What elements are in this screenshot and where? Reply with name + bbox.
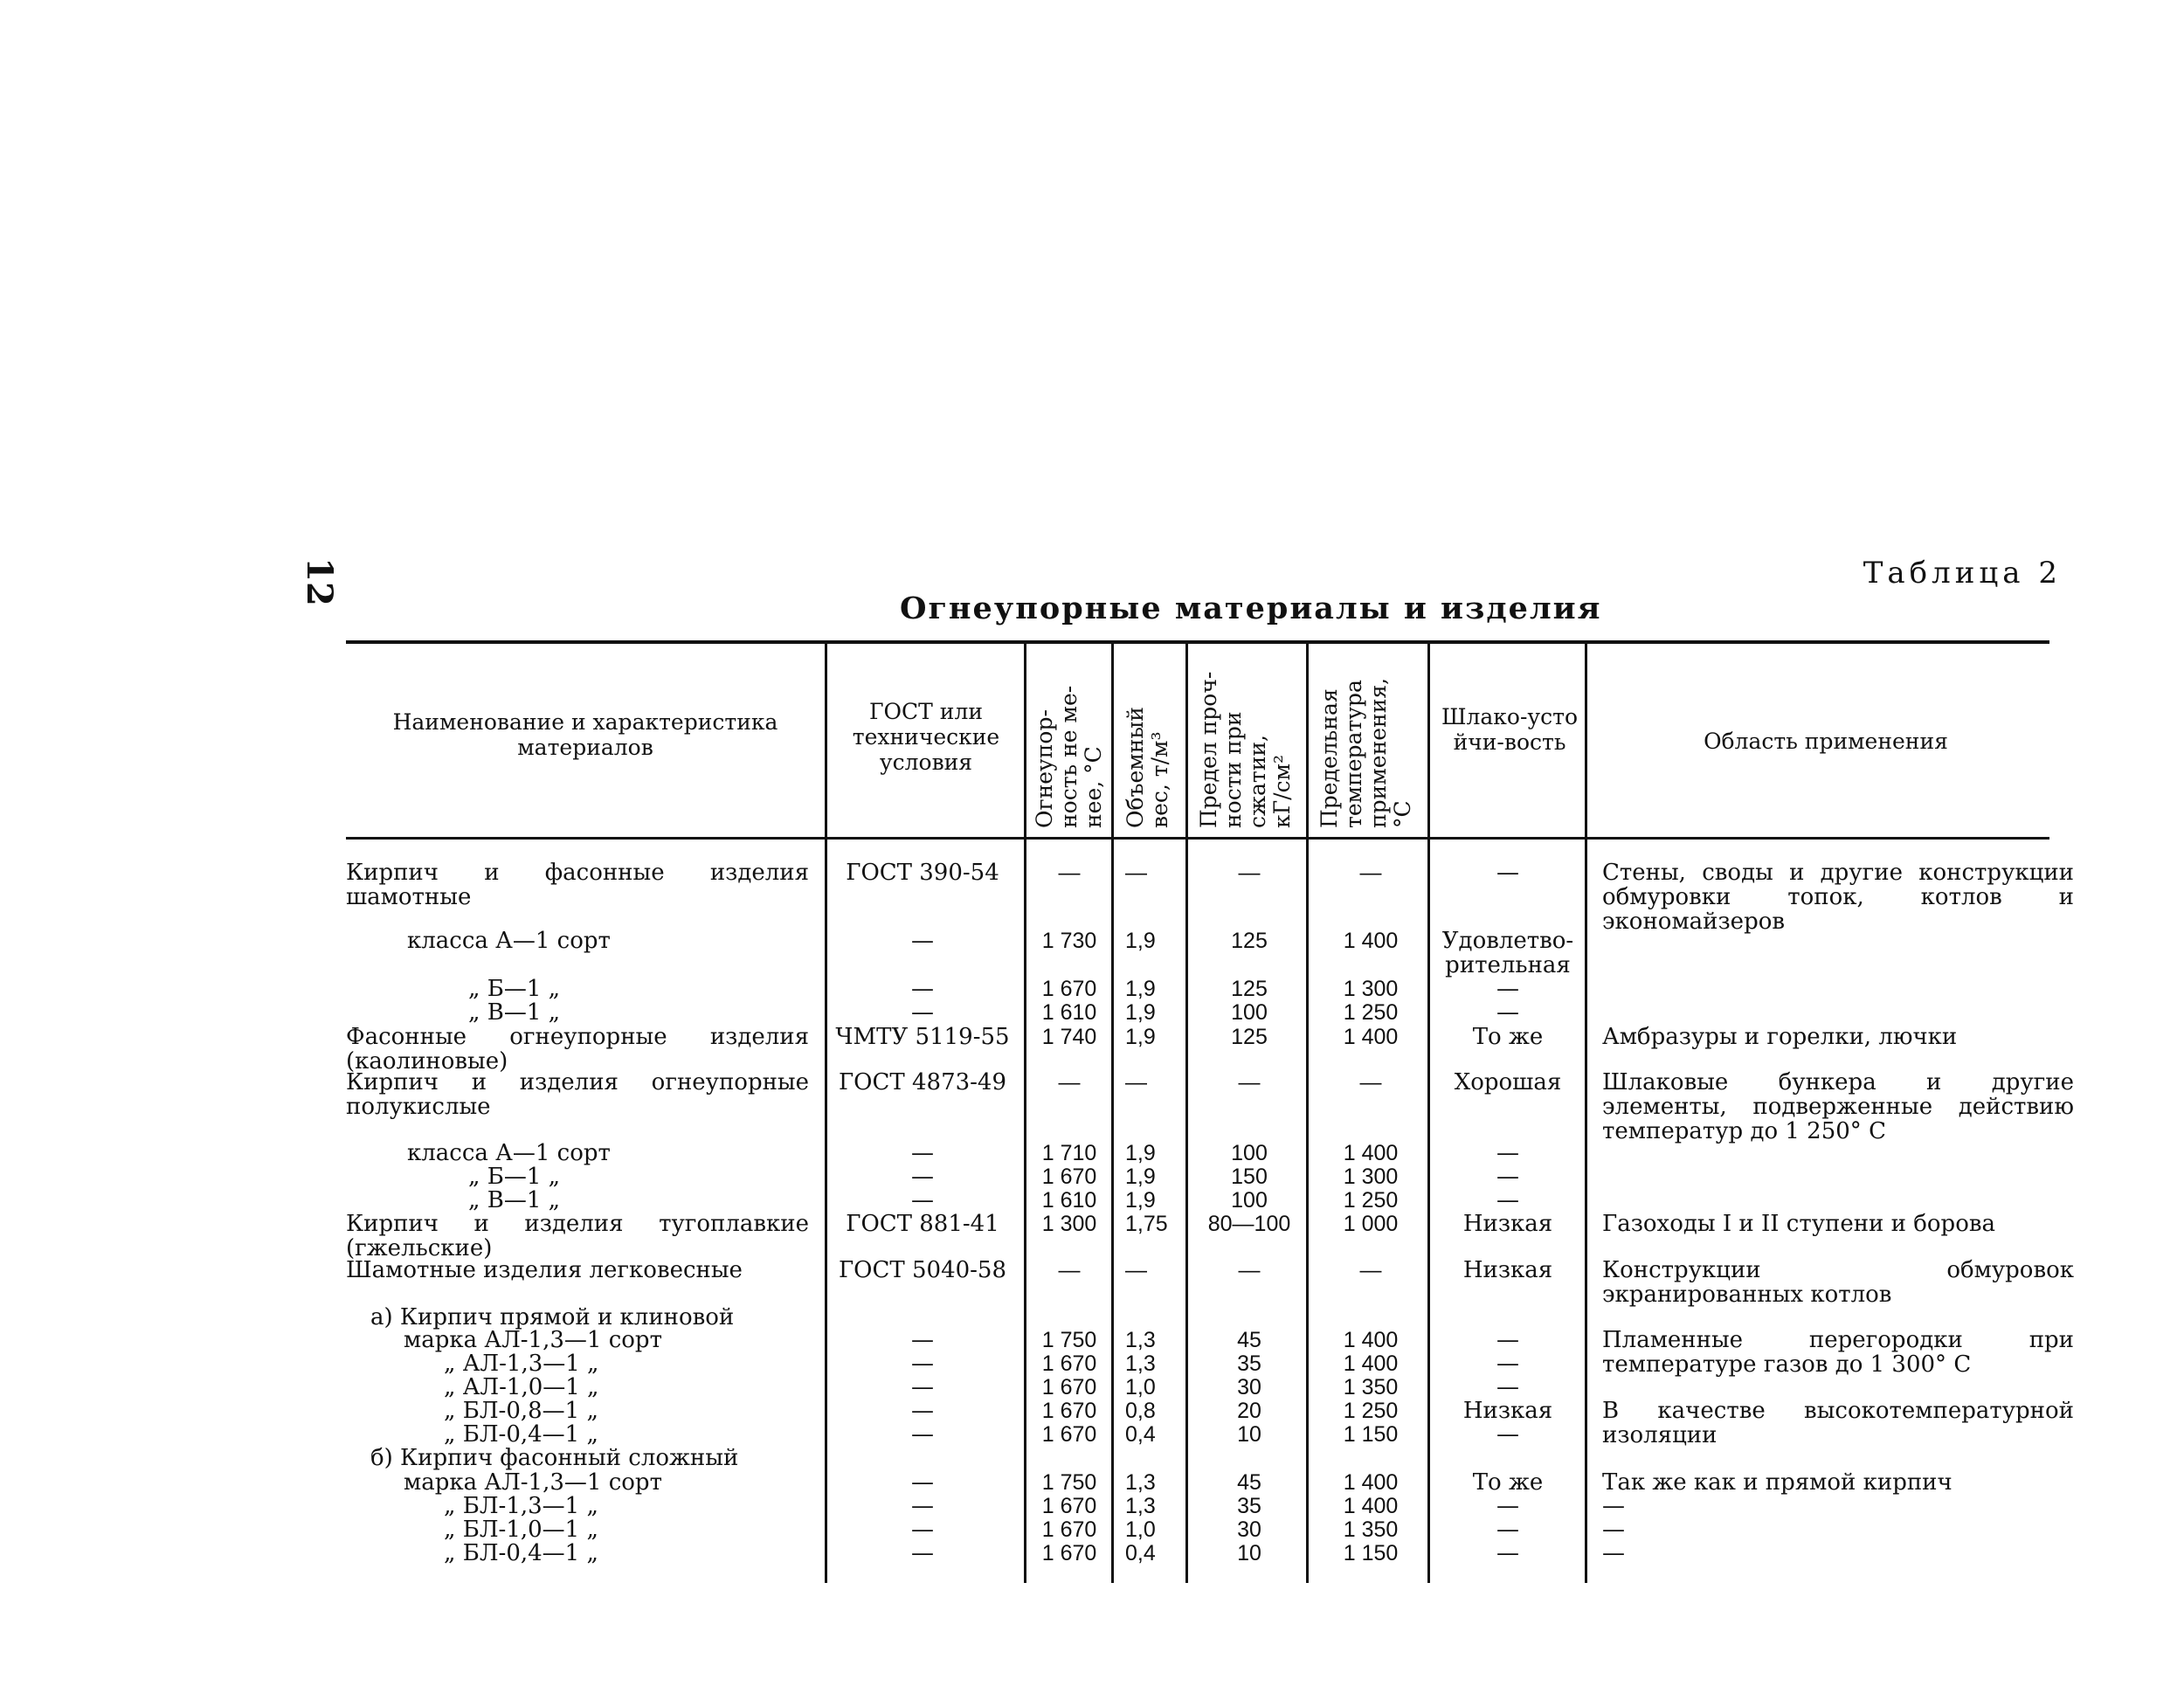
cell-s: — xyxy=(1496,1493,1519,1519)
header-density: Объемный вес, т/м³ xyxy=(1123,707,1172,828)
cell-name: „ Б—1 „ xyxy=(468,1164,561,1190)
cell-s-continued: рительная xyxy=(1445,952,1571,978)
cell-p: 125 xyxy=(1231,929,1268,953)
cell-t: 1 730 xyxy=(1041,929,1097,953)
column-divider xyxy=(1024,644,1026,1583)
cell-area: В качестве высокотемпературной изоляции xyxy=(1602,1398,2074,1448)
cell-name: „ В—1 „ xyxy=(468,1187,561,1213)
cell-gost: — xyxy=(911,976,934,1002)
cell-temp: 1 300 xyxy=(1343,1164,1399,1189)
column-divider xyxy=(825,644,827,1583)
cell-v: 1,9 xyxy=(1125,1141,1156,1165)
cell-gost: — xyxy=(911,1469,934,1496)
cell-gost: — xyxy=(911,999,934,1026)
cell-temp: — xyxy=(1359,1070,1382,1095)
header-area: Область применения xyxy=(1704,729,1948,754)
cell-t: — xyxy=(1058,1258,1081,1282)
cell-area: — xyxy=(1602,1517,1625,1543)
cell-v: 1,3 xyxy=(1125,1351,1156,1376)
cell-name: „ БЛ-1,3—1 „ xyxy=(444,1493,598,1519)
cell-s: Хорошая xyxy=(1454,1069,1562,1095)
cell-name: „ Б—1 „ xyxy=(468,976,561,1002)
cell-t: 1 670 xyxy=(1041,1494,1097,1518)
cell-name: „ БЛ-1,0—1 „ xyxy=(444,1517,598,1543)
cell-p: 100 xyxy=(1231,1188,1268,1213)
cell-temp: — xyxy=(1359,1258,1382,1282)
cell-v: 0,8 xyxy=(1125,1399,1156,1423)
cell-p: 45 xyxy=(1237,1328,1261,1352)
cell-area: Пламенные перегородки при температуре газов до 1 300° С xyxy=(1602,1327,2074,1378)
cell-v: 1,0 xyxy=(1125,1375,1156,1399)
cell-area: Стены, своды и другие конструкции обмуровки топок, котлов и экономайзеров xyxy=(1602,860,2074,935)
cell-v: 1,0 xyxy=(1125,1517,1156,1542)
cell-s: — xyxy=(1496,976,1519,1002)
table-title: Огнеупорные материалы и изделия xyxy=(900,591,1602,626)
cell-v: 1,75 xyxy=(1125,1212,1168,1236)
cell-v: 1,9 xyxy=(1125,977,1156,1001)
cell-name: Кирпич и изделия огнеупорные полукислые xyxy=(346,1069,809,1120)
cell-temp: 1 400 xyxy=(1343,1470,1399,1495)
cell-t: 1 670 xyxy=(1041,1375,1097,1399)
column-divider xyxy=(1585,644,1587,1583)
cell-p: 35 xyxy=(1237,1351,1261,1376)
cell-p: — xyxy=(1238,1258,1261,1282)
cell-name: класса А—1 сорт xyxy=(407,1140,611,1166)
header-bottom-rule xyxy=(346,837,2049,840)
cell-p: 100 xyxy=(1231,1000,1268,1025)
cell-t: — xyxy=(1058,1070,1081,1095)
cell-gost: — xyxy=(911,1327,934,1353)
cell-name: марка АЛ-1,3—1 сорт xyxy=(404,1469,662,1496)
cell-name: Кирпич и изделия тугоплавкие (гжельские) xyxy=(346,1211,809,1261)
cell-temp: 1 250 xyxy=(1343,1399,1399,1423)
cell-p: 10 xyxy=(1237,1422,1261,1447)
cell-temp: 1 400 xyxy=(1343,1328,1399,1352)
cell-t: 1 710 xyxy=(1041,1141,1097,1165)
cell-gost: — xyxy=(911,1398,934,1424)
cell-s: Низкая xyxy=(1462,1211,1553,1237)
cell-v: 1,3 xyxy=(1125,1494,1156,1518)
cell-t: 1 670 xyxy=(1041,1422,1097,1447)
cell-v: 1,3 xyxy=(1125,1328,1156,1352)
cell-area: Конструкции обмуровок экранированных котлов xyxy=(1602,1257,2074,1308)
cell-gost: — xyxy=(911,1187,934,1213)
cell-temp: 1 400 xyxy=(1343,1351,1399,1376)
page-number: 12 xyxy=(299,557,341,606)
header-refractoriness: Огнеупор- ность не ме- нее, °С xyxy=(1032,685,1106,828)
cell-gost: — xyxy=(911,1421,934,1448)
cell-p: 150 xyxy=(1231,1164,1268,1189)
cell-temp: 1 350 xyxy=(1343,1517,1399,1542)
cell-temp: 1 350 xyxy=(1343,1375,1399,1399)
cell-t: 1 670 xyxy=(1041,977,1097,1001)
cell-area: — xyxy=(1602,1540,1625,1566)
cell-temp: 1 300 xyxy=(1343,977,1399,1001)
cell-temp: 1 150 xyxy=(1343,1422,1399,1447)
cell-area: Амбразуры и горелки, лючки xyxy=(1602,1024,1958,1050)
cell-s: — xyxy=(1496,1140,1519,1166)
column-divider xyxy=(1427,644,1430,1583)
cell-s: — xyxy=(1496,1327,1519,1353)
cell-p: 20 xyxy=(1237,1399,1261,1423)
cell-p: 10 xyxy=(1237,1541,1261,1565)
cell-temp: 1 250 xyxy=(1343,1188,1399,1213)
cell-v: 1,9 xyxy=(1125,1000,1156,1025)
cell-t: 1 670 xyxy=(1041,1541,1097,1565)
cell-name: „ В—1 „ xyxy=(468,999,561,1026)
cell-gost: — xyxy=(911,1351,934,1377)
cell-area: Так же как и прямой кирпич xyxy=(1602,1469,1952,1496)
cell-p: 30 xyxy=(1237,1375,1261,1399)
header-slag: Шлако-устойчи-вость xyxy=(1441,704,1579,755)
header-strength: Предел проч- ности при сжатии, кГ/см² xyxy=(1196,671,1295,828)
cell-p: 45 xyxy=(1237,1470,1261,1495)
cell-s: — xyxy=(1496,1164,1519,1190)
header-name: Наименование и характеристика материалов xyxy=(392,709,778,760)
cell-v: 1,9 xyxy=(1125,1025,1156,1049)
table-label: Таблица 2 xyxy=(1863,556,2062,591)
cell-t: 1 750 xyxy=(1041,1328,1097,1352)
cell-name: Фасонные огнеупорные изделия (каолиновые) xyxy=(346,1024,809,1075)
cell-temp: 1 250 xyxy=(1343,1000,1399,1025)
cell-s: — xyxy=(1496,999,1519,1026)
cell-s: — xyxy=(1496,1187,1519,1213)
cell-s: То же xyxy=(1472,1469,1544,1496)
cell-t: 1 670 xyxy=(1041,1517,1097,1542)
cell-name: „ АЛ-1,0—1 „ xyxy=(444,1374,599,1400)
cell-area: Газоходы I и II ступени и борова xyxy=(1602,1211,1995,1237)
header-max-temp: Предельная температура применения, °С xyxy=(1317,677,1415,828)
cell-gost: — xyxy=(911,928,934,954)
cell-p: 100 xyxy=(1231,1141,1268,1165)
cell-temp: 1 150 xyxy=(1343,1541,1399,1565)
cell-temp: 1 400 xyxy=(1343,929,1399,953)
cell-name: а) Кирпич прямой и клиновой xyxy=(370,1304,735,1330)
cell-v: — xyxy=(1125,1070,1147,1095)
cell-s: — xyxy=(1496,1421,1519,1448)
cell-v: — xyxy=(1125,1258,1147,1282)
cell-gost: ЧМТУ 5119-55 xyxy=(835,1024,1010,1050)
cell-t: 1 670 xyxy=(1041,1164,1097,1189)
cell-name: класса А—1 сорт xyxy=(407,928,611,954)
cell-s: Низкая xyxy=(1462,1398,1553,1424)
cell-t: — xyxy=(1058,860,1081,885)
column-divider xyxy=(1111,644,1114,1583)
cell-s: — xyxy=(1496,1351,1519,1377)
cell-name: „ БЛ-0,4—1 „ xyxy=(444,1540,598,1566)
cell-t: 1 670 xyxy=(1041,1351,1097,1376)
cell-area: — xyxy=(1602,1493,1625,1519)
cell-v: 1,9 xyxy=(1125,929,1156,953)
cell-t: 1 670 xyxy=(1041,1399,1097,1423)
cell-v: 1,3 xyxy=(1125,1470,1156,1495)
cell-gost: — xyxy=(911,1517,934,1543)
cell-t: 1 300 xyxy=(1041,1212,1097,1236)
cell-name: „ АЛ-1,3—1 „ xyxy=(444,1351,599,1377)
cell-p: 125 xyxy=(1231,977,1268,1001)
column-divider xyxy=(1306,644,1309,1583)
cell-s: — xyxy=(1496,1540,1519,1566)
cell-p: 125 xyxy=(1231,1025,1268,1049)
cell-t: 1 740 xyxy=(1041,1025,1097,1049)
cell-temp: — xyxy=(1359,860,1382,885)
cell-gost: — xyxy=(911,1540,934,1566)
cell-name: марка АЛ-1,3—1 сорт xyxy=(404,1327,662,1353)
cell-v: 1,9 xyxy=(1125,1164,1156,1189)
cell-s: — xyxy=(1496,1374,1519,1400)
cell-p: 80—100 xyxy=(1207,1212,1291,1236)
cell-gost: ГОСТ 4873-49 xyxy=(838,1069,1007,1095)
cell-gost: ГОСТ 881-41 xyxy=(846,1211,999,1237)
cell-gost: — xyxy=(911,1164,934,1190)
cell-area: Шлаковые бункера и другие элементы, подверженные действию температур до 1 250° С xyxy=(1602,1069,2074,1144)
cell-p: 35 xyxy=(1237,1494,1261,1518)
cell-v: 1,9 xyxy=(1125,1188,1156,1213)
cell-gost: ГОСТ 5040-58 xyxy=(838,1257,1007,1283)
cell-t: 1 610 xyxy=(1041,1000,1097,1025)
cell-p: 30 xyxy=(1237,1517,1261,1542)
cell-s: То же xyxy=(1472,1024,1544,1050)
cell-name: „ БЛ-0,8—1 „ xyxy=(444,1398,598,1424)
cell-temp: 1 000 xyxy=(1343,1212,1399,1236)
header-top-rule xyxy=(346,640,2049,644)
cell-s: Удовлетво- xyxy=(1441,928,1574,954)
header-gost: ГОСТ или технические условия xyxy=(852,699,1000,775)
cell-temp: 1 400 xyxy=(1343,1494,1399,1518)
cell-gost: — xyxy=(911,1493,934,1519)
cell-temp: 1 400 xyxy=(1343,1141,1399,1165)
cell-s: — xyxy=(1496,860,1519,886)
cell-gost: ГОСТ 390-54 xyxy=(846,860,999,886)
cell-name: „ БЛ-0,4—1 „ xyxy=(444,1421,598,1448)
cell-v: — xyxy=(1125,860,1147,885)
cell-name: б) Кирпич фасонный сложный xyxy=(370,1445,739,1471)
cell-v: 0,4 xyxy=(1125,1541,1156,1565)
cell-gost: — xyxy=(911,1140,934,1166)
cell-temp: 1 400 xyxy=(1343,1025,1399,1049)
cell-s: Низкая xyxy=(1462,1257,1553,1283)
cell-p: — xyxy=(1238,1070,1261,1095)
cell-s: — xyxy=(1496,1517,1519,1543)
cell-v: 0,4 xyxy=(1125,1422,1156,1447)
cell-name: Кирпич и фасонные изделия шамотные xyxy=(346,860,809,910)
cell-p: — xyxy=(1238,860,1261,885)
cell-gost: — xyxy=(911,1374,934,1400)
cell-t: 1 610 xyxy=(1041,1188,1097,1213)
cell-t: 1 750 xyxy=(1041,1470,1097,1495)
cell-name: Шамотные изделия легковесные xyxy=(346,1257,743,1283)
